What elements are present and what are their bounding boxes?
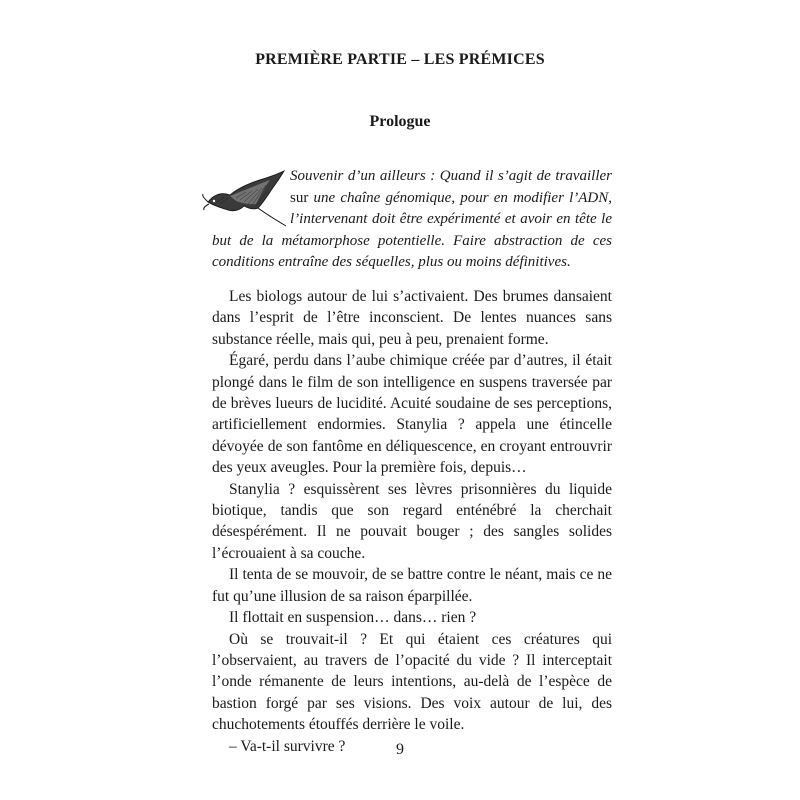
page-number: 9 [396, 741, 404, 758]
paragraph: Où se trouvait-il ? Et qui étaient ces créatures qui l’observaient, au travers de l’opacité du vide ? Il interceptait l’onde rémanente de leurs intentions, au-delà de l’espèce de bastion forgé par ses visions. Des voix autour de lui, des chuchotements étouffés derrière le voile. [212, 630, 612, 734]
manta-ray-illustration [200, 168, 288, 228]
paragraph: Il tenta de se mouvoir, de se battre contre le néant, mais ce ne fut qu’une illusion de sa raison éparpillée. [212, 566, 612, 605]
epigraph-rest: une chaîne génomique, pour en modifier l’ADN, l’intervenant doit être expérimenté et avoir en tête le but de la métamorphose potentielle. Faire abstraction de ces conditions entraîne des séquelles, plus ou moins définitives. [212, 189, 612, 270]
paragraph: – Va-t-il survivre ? [229, 737, 346, 755]
epigraph-upright: sur [290, 189, 314, 206]
epigraph-block [212, 166, 612, 274]
paragraph: Les biologs autour de lui s’activaient. Des brumes dansaient dans l’esprit de l’être inconscient. De lentes nuances sans substance réelle, mais qui, peu à peu, prenaient forme. [212, 288, 612, 348]
part-title: PREMIÈRE PARTIE – LES PRÉMICES [255, 51, 545, 68]
chapter-title: Prologue [369, 113, 431, 130]
paragraph: Il flottait en suspension… dans… rien ? [229, 609, 477, 627]
body-text [212, 286, 612, 757]
epigraph-lead: Souvenir d’un ailleurs : Quand il s’agit de travailler [290, 168, 612, 184]
paragraph: Égaré, perdu dans l’aube chimique créée par d’autres, il était plongé dans le film de son intelligence en suspens traversée par de brèves lueurs de lucidité. Acuité soudaine de ses perceptions, artificiellement endormies. Stanylia ? appela une étincelle dévoyée de son fantôme en déliquescence, en croyant entrouvrir des yeux aveugles. Pour la première fois, depuis… [212, 352, 612, 477]
paragraph: Stanylia ? esquissèrent ses lèvres prisonnières du liquide biotique, tandis que son regard enténébré la cherchait désespérément. Il ne pouvait bouger ; des sangles solides l’écrouaient à sa couche. [212, 480, 612, 562]
